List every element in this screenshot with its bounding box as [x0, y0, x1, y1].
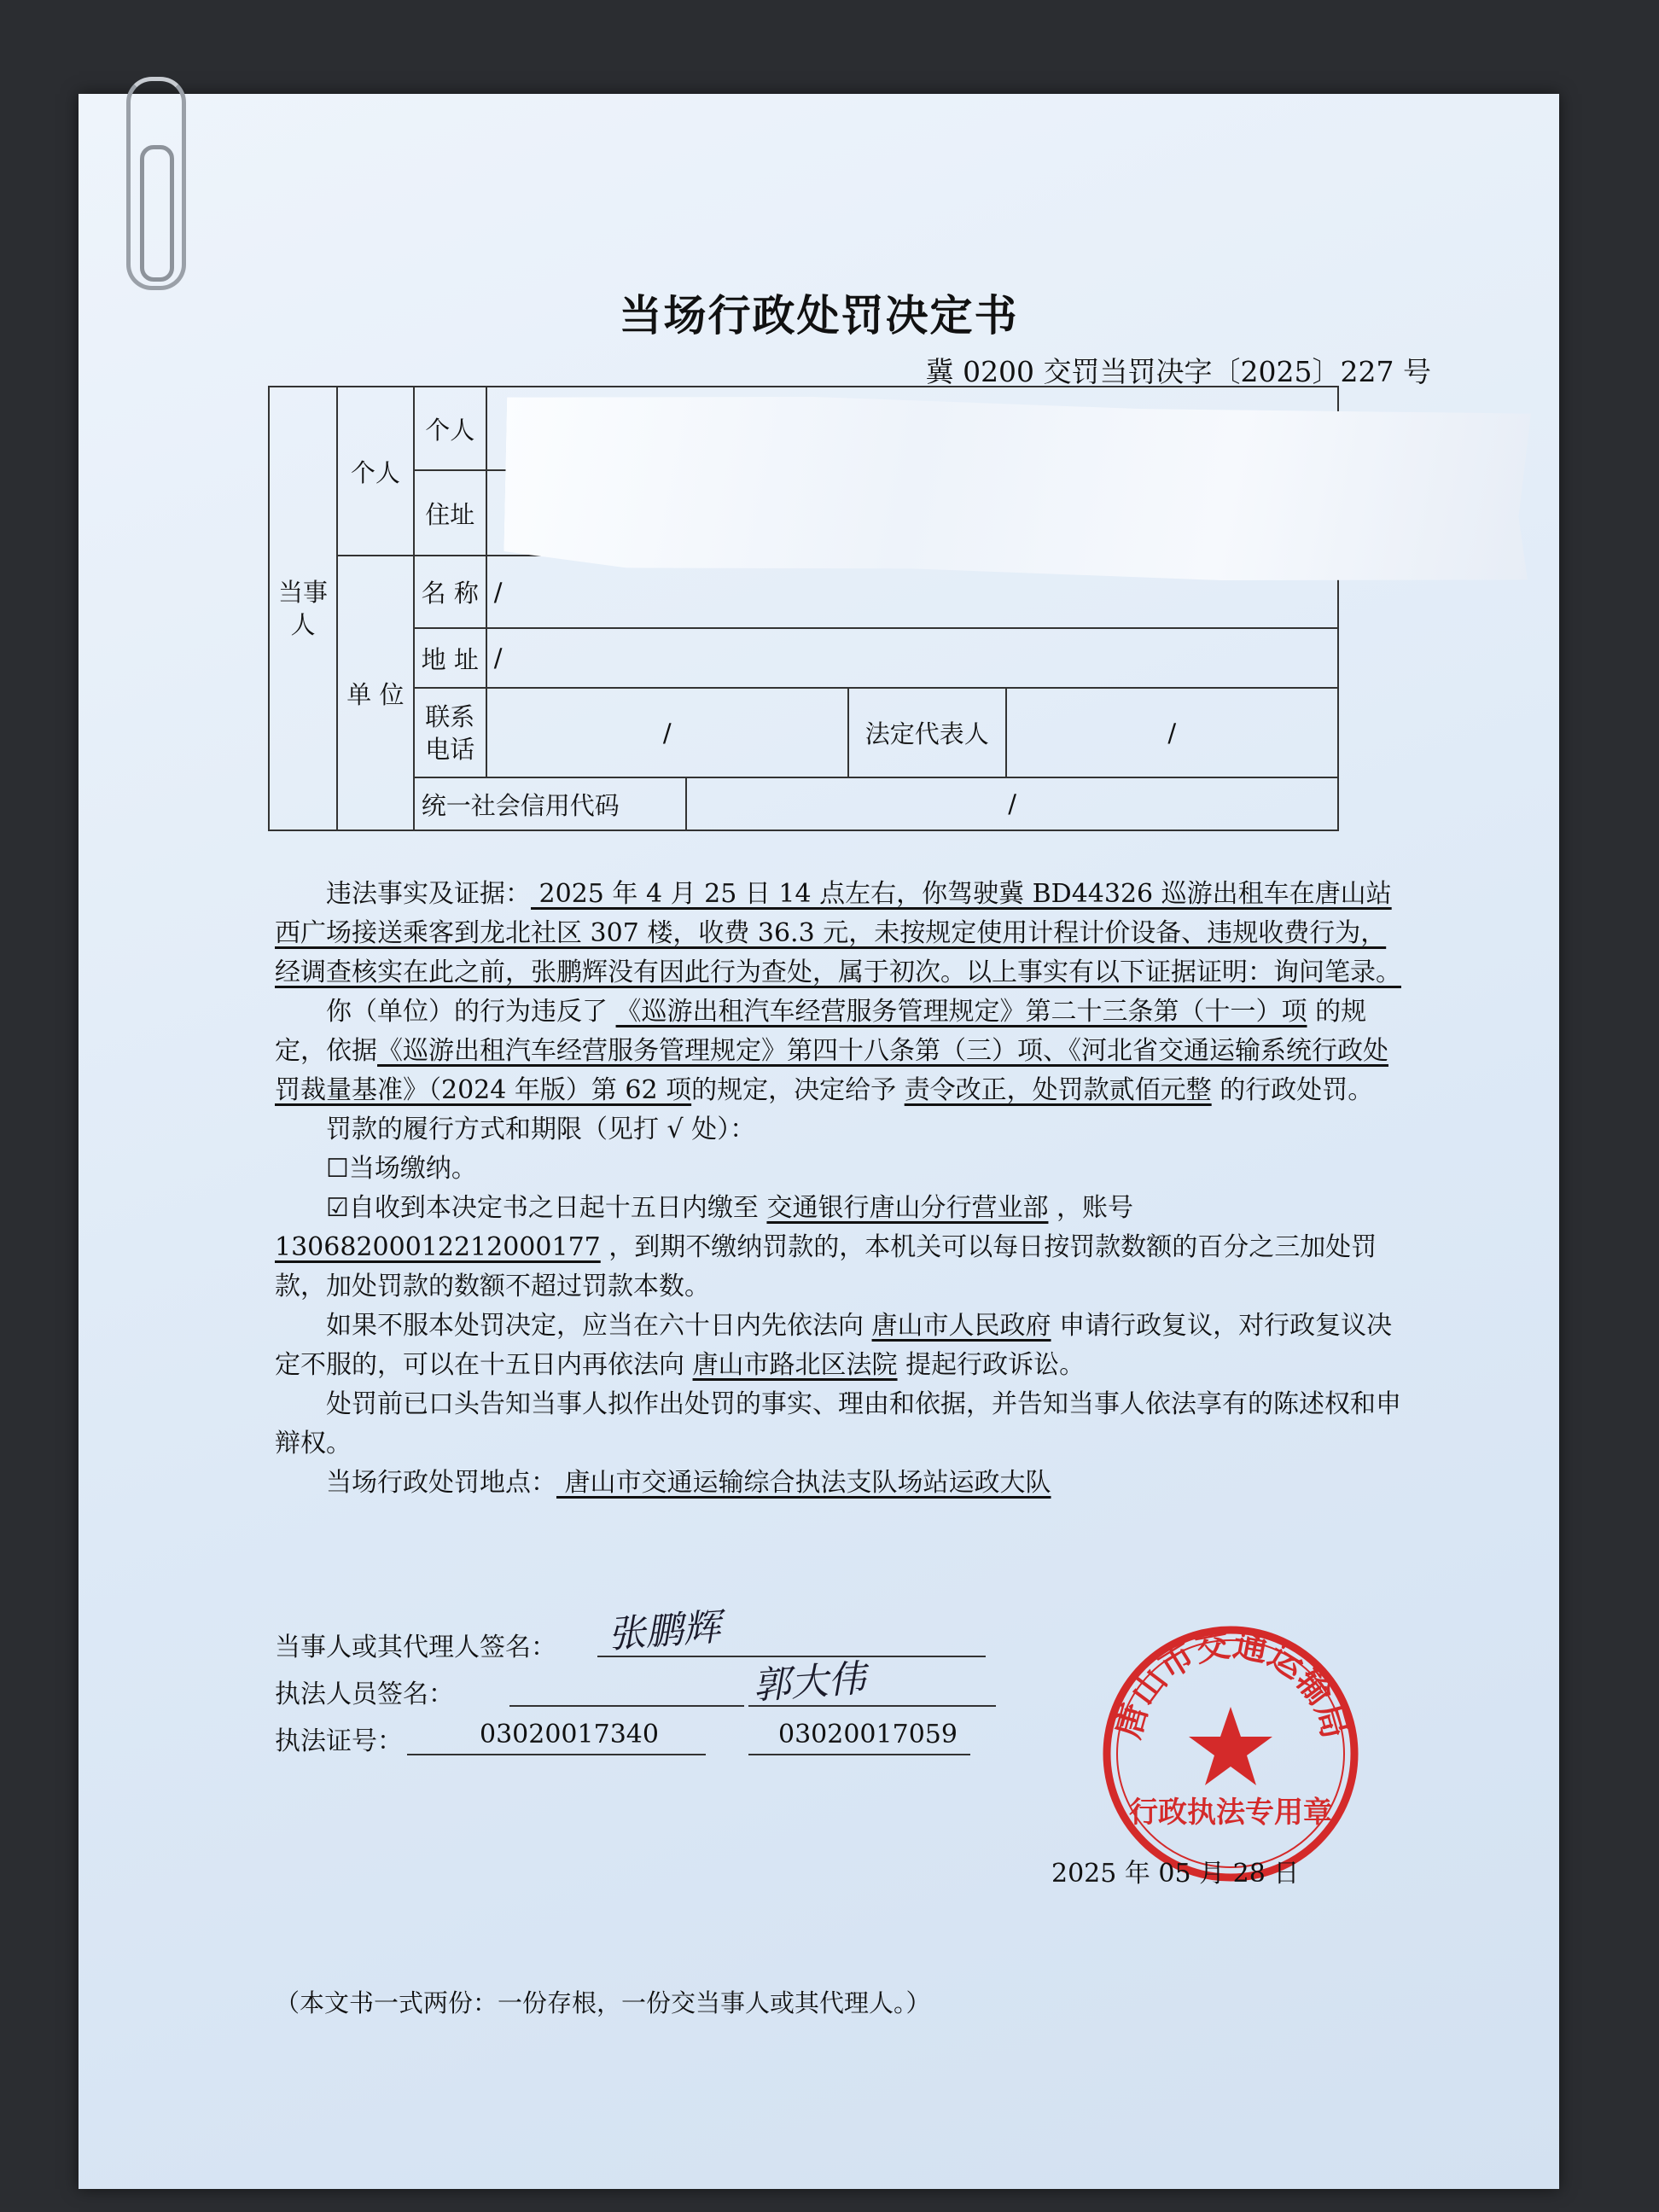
unit-name-label: 名 称 — [414, 556, 486, 628]
document-title: 当场行政处罚决定书 — [619, 291, 1019, 341]
cert-line-1 — [407, 1754, 706, 1755]
decision-body — [275, 875, 1410, 1503]
appeal-paragraph: 如果不服本处罚决定，应当在六十日内先依法向 唐山市人民政府 申请行政复议，对行政复议决定不服的，可以在十五日内再依法向 唐山市路北区法院 提起行政诉讼。 — [275, 1311, 1393, 1380]
cert-number-1: 03020017340 — [480, 1720, 659, 1749]
party-signature: 张鹏辉 — [606, 1605, 722, 1657]
cert-line-2 — [748, 1754, 970, 1755]
footer-note: （本文书一式两份：一份存根，一份交当事人或其代理人。） — [275, 1988, 931, 2017]
credit-code-value: / — [686, 777, 1338, 830]
unit-address-label: 地 址 — [414, 628, 486, 688]
redaction-paper-strip — [504, 390, 1531, 586]
notice-paragraph: 处罚前已口头告知当事人拟作出处罚的事实、理由和依据，并告知当事人依法享有的陈述权和申辩权。 — [275, 1389, 1401, 1458]
phone-value: / — [486, 688, 848, 777]
legal-rep-label: 法定代表人 — [848, 688, 1006, 777]
credit-code-label: 统一社会信用代码 — [414, 777, 686, 830]
decision-date: 2025 年 05 月 28 日 — [1051, 1859, 1300, 1889]
paperclip-inner-icon — [140, 145, 174, 282]
document-page — [79, 94, 1559, 2189]
party-signature-label: 当事人或其代理人签名： — [275, 1633, 556, 1662]
document-number: 冀 0200 交罚当罚决字〔2025〕227 号 — [925, 355, 1431, 388]
facts-paragraph: 违法事实及证据： 2025 年 4 月 25 日 14 点左右，你驾驶冀 BD44326 巡游出租车在唐山站西广场接送乘客到龙北社区 307 楼，收费 36.3 元，未按规定使用计程计价设备、违规收费行为，经调查核实在此之前，张鹏辉没有因此行为查处，属于初次。以上事实有以下证据证明：询问笔录。 — [275, 879, 1401, 987]
svg-text:唐山市交通运输局: 唐山市交通运输局 — [1108, 1625, 1355, 1743]
checkbox-checked-icon: ☑ — [326, 1193, 349, 1223]
officer-signature-line-1 — [509, 1705, 744, 1707]
option-onsite: ☐当场缴纳。 — [326, 1154, 477, 1184]
checkbox-empty-icon: ☐ — [326, 1154, 349, 1184]
unit-label: 单 位 — [337, 556, 414, 830]
party-label: 当事人 — [269, 387, 337, 830]
cert-number-label: 执法证号： — [275, 1726, 403, 1756]
officer-signature: 郭大伟 — [751, 1656, 867, 1708]
unit-name-value: / — [486, 556, 1338, 628]
individual-name-label: 个人 — [414, 387, 486, 470]
violation-paragraph: 你（单位）的行为违反了 《巡游出租汽车经营服务管理规定》第二十三条第（十一）项 的规定，依据《巡游出租汽车经营服务管理规定》第四十八条第（三）项、《河北省交通运输系统行政处罚裁量基准》（2024 年版）第 62 项的规定，决定给予 责令改正，处罚款贰佰元整 的行政处罚。 — [275, 997, 1388, 1105]
officer-signature-label: 执法人员签名： — [275, 1679, 454, 1709]
cert-number-2: 03020017059 — [778, 1720, 958, 1749]
location-paragraph: 当场行政处罚地点： 唐山市交通运输综合执法支队场站运政大队 — [326, 1468, 1051, 1498]
official-seal-icon — [1098, 1621, 1363, 1886]
legal-rep-value: / — [1006, 688, 1338, 777]
unit-address-value: / — [486, 628, 1338, 688]
payment-method-label: 罚款的履行方式和期限（见打 √ 处）： — [326, 1115, 756, 1144]
address-label: 住址 — [414, 470, 486, 556]
svg-text:行政执法专用章: 行政执法专用章 — [1129, 1796, 1332, 1830]
phone-label: 联系电话 — [414, 688, 486, 777]
option-bank: ☑自收到本决定书之日起十五日内缴至 交通银行唐山分行营业部 ，账号 13068200012212000177 ，到期不缴纳罚款的，本机关可以每日按罚款数额的百分之三加处罚款，加处罚款的数额不超过罚款本数。 — [275, 1193, 1377, 1301]
individual-label: 个人 — [337, 387, 414, 556]
